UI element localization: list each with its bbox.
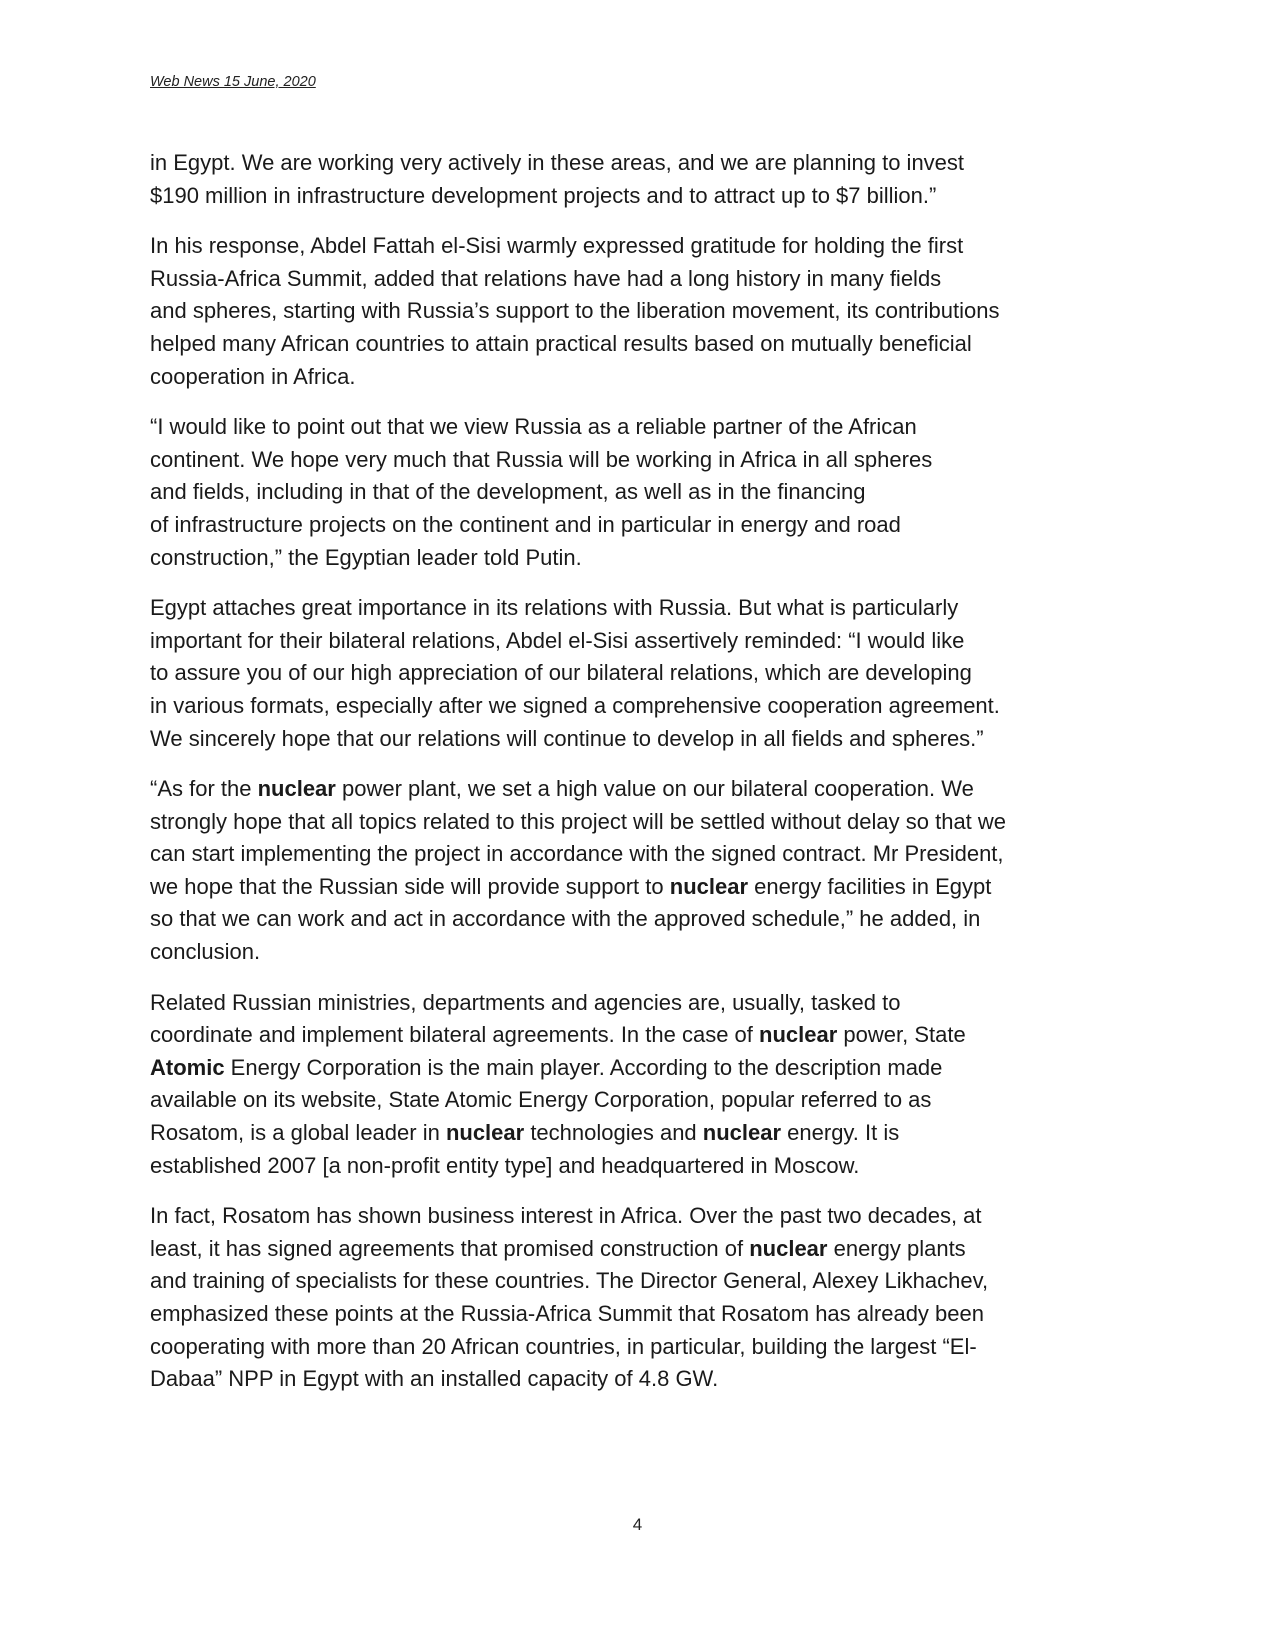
text-segment: coordinate and implement bilateral agreements. In the case of [150, 1022, 760, 1048]
text-segment: and spheres, starting with Russia’s support to the liberation movement, its contributions [150, 298, 1000, 324]
text-line [150, 1019, 1135, 1052]
text-segment: Russia-Africa Summit, added that relations have had a long history in many fields [150, 265, 942, 291]
text-segment: strongly hope that all topics related to this project will be settled without delay so that we [150, 808, 1007, 834]
paragraph [150, 147, 1135, 212]
text-line [150, 723, 1135, 756]
text-line [150, 263, 1135, 296]
text-segment: in various formats, especially after we signed a comprehensive cooperation agreement. [150, 692, 1000, 718]
text-segment: important for their bilateral relations, Abdel el-Sisi assertively reminded: “I would like [150, 627, 965, 653]
page-header: Web News 15 June, 2020 [150, 74, 316, 90]
text-line [150, 592, 1135, 625]
text-segment: In fact, Rosatom has shown business interest in Africa. Over the past two decades, at [150, 1203, 982, 1229]
bold-keyword: Atomic [150, 1054, 225, 1080]
text-line [150, 1117, 1135, 1150]
text-line [150, 838, 1135, 871]
text-segment: power, State [837, 1022, 966, 1048]
text-line [150, 1233, 1135, 1266]
text-line [150, 1052, 1135, 1085]
text-segment: In his response, Abdel Fattah el-Sisi warmly expressed gratitude for holding the first [150, 233, 964, 259]
paragraph [150, 230, 1135, 393]
text-line [150, 806, 1135, 839]
text-segment: $190 million in infrastructure development projects and to attract up to $7 billion.” [150, 182, 937, 208]
text-line [150, 625, 1135, 658]
text-segment: technologies and [524, 1120, 703, 1146]
text-segment: emphasized these points at the Russia-Africa Summit that Rosatom has already been [150, 1301, 984, 1326]
text-segment: available on its website, State Atomic Energy Corporation, popular referred to as [150, 1087, 932, 1113]
text-line [150, 690, 1135, 723]
text-line [150, 871, 1135, 904]
text-segment: We sincerely hope that our relations will continue to develop in all fields and spheres.” [150, 725, 984, 751]
text-segment: established 2007 [a non-profit entity type] and headquartered in Moscow. [150, 1152, 860, 1178]
text-line [150, 147, 1135, 180]
text-line [150, 987, 1135, 1020]
text-segment: cooperating with more than 20 African countries, in particular, building the largest “El- [150, 1333, 977, 1359]
text-segment: energy plants [827, 1235, 966, 1261]
text-line [150, 1200, 1135, 1233]
bold-keyword: nuclear [257, 776, 336, 802]
paragraph [150, 1200, 1135, 1396]
text-line [150, 444, 1135, 477]
text-segment: power plant, we set a high value on our bilateral cooperation. We [335, 776, 974, 802]
text-segment: so that we can work and act in accordance with the approved schedule,” he added, in [150, 906, 981, 932]
text-line [150, 903, 1135, 936]
article-body [150, 147, 1135, 1414]
bold-keyword: nuclear [749, 1235, 828, 1261]
bold-keyword: nuclear [759, 1022, 838, 1048]
text-segment: energy facilities in Egypt [748, 873, 992, 899]
text-line [150, 542, 1135, 575]
text-segment: Related Russian ministries, departments and agencies are, usually, tasked to [150, 989, 901, 1015]
paragraph [150, 411, 1135, 574]
text-segment: of infrastructure projects on the continent and in particular in energy and road [150, 511, 901, 537]
text-line [150, 1084, 1135, 1117]
text-line [150, 361, 1135, 394]
text-segment: and training of specialists for these countries. The Director General, Alexey Likhachev, [150, 1268, 989, 1294]
text-segment: least, it has signed agreements that promised construction of [150, 1235, 750, 1261]
text-line [150, 230, 1135, 263]
text-segment: Dabaa” NPP in Egypt with an installed capacity of 4.8 GW. [150, 1366, 719, 1392]
text-line [150, 1363, 1135, 1396]
text-segment: we hope that the Russian side will provide support to [150, 873, 670, 899]
text-line [150, 476, 1135, 509]
page-number: 4 [632, 1515, 643, 1534]
text-line [150, 295, 1135, 328]
text-segment: “I would like to point out that we view Russia as a reliable partner of the African [150, 414, 917, 440]
text-line [150, 411, 1135, 444]
text-segment: “As for the [150, 776, 258, 802]
text-line [150, 773, 1135, 806]
bold-keyword: nuclear [445, 1120, 525, 1146]
text-line [150, 1331, 1135, 1364]
text-line [150, 1265, 1135, 1298]
text-segment: in Egypt. We are working very actively in these areas, and we are planning to invest [150, 150, 965, 175]
text-line [150, 328, 1135, 361]
paragraph [150, 592, 1135, 755]
paragraph [150, 987, 1135, 1183]
text-line [150, 509, 1135, 542]
paragraph [150, 773, 1135, 969]
text-segment: Rosatom, is a global leader in [150, 1120, 446, 1146]
text-segment: Energy Corporation is the main player. According to the description made [224, 1054, 943, 1080]
text-line [150, 1298, 1135, 1331]
bold-keyword: nuclear [669, 873, 749, 899]
text-segment: Egypt attaches great importance in its relations with Russia. But what is particularly [150, 595, 959, 621]
text-segment: cooperation in Africa. [150, 363, 356, 389]
text-line [150, 936, 1135, 969]
text-segment: energy. It is [781, 1120, 900, 1146]
text-line [150, 1150, 1135, 1183]
text-segment: can start implementing the project in accordance with the signed contract. Mr President, [150, 841, 1004, 867]
text-segment: conclusion. [150, 939, 261, 965]
text-segment: helped many African countries to attain practical results based on mutually beneficial [150, 330, 972, 356]
text-segment: and fields, including in that of the development, as well as in the financing [150, 479, 866, 505]
text-segment: continent. We hope very much that Russia will be working in Africa in all spheres [150, 446, 933, 472]
text-segment: to assure you of our high appreciation of our bilateral relations, which are developing [150, 660, 972, 686]
text-segment: construction,” the Egyptian leader told Putin. [150, 544, 582, 570]
text-line [150, 657, 1135, 690]
text-line [150, 180, 1135, 213]
bold-keyword: nuclear [702, 1120, 782, 1146]
